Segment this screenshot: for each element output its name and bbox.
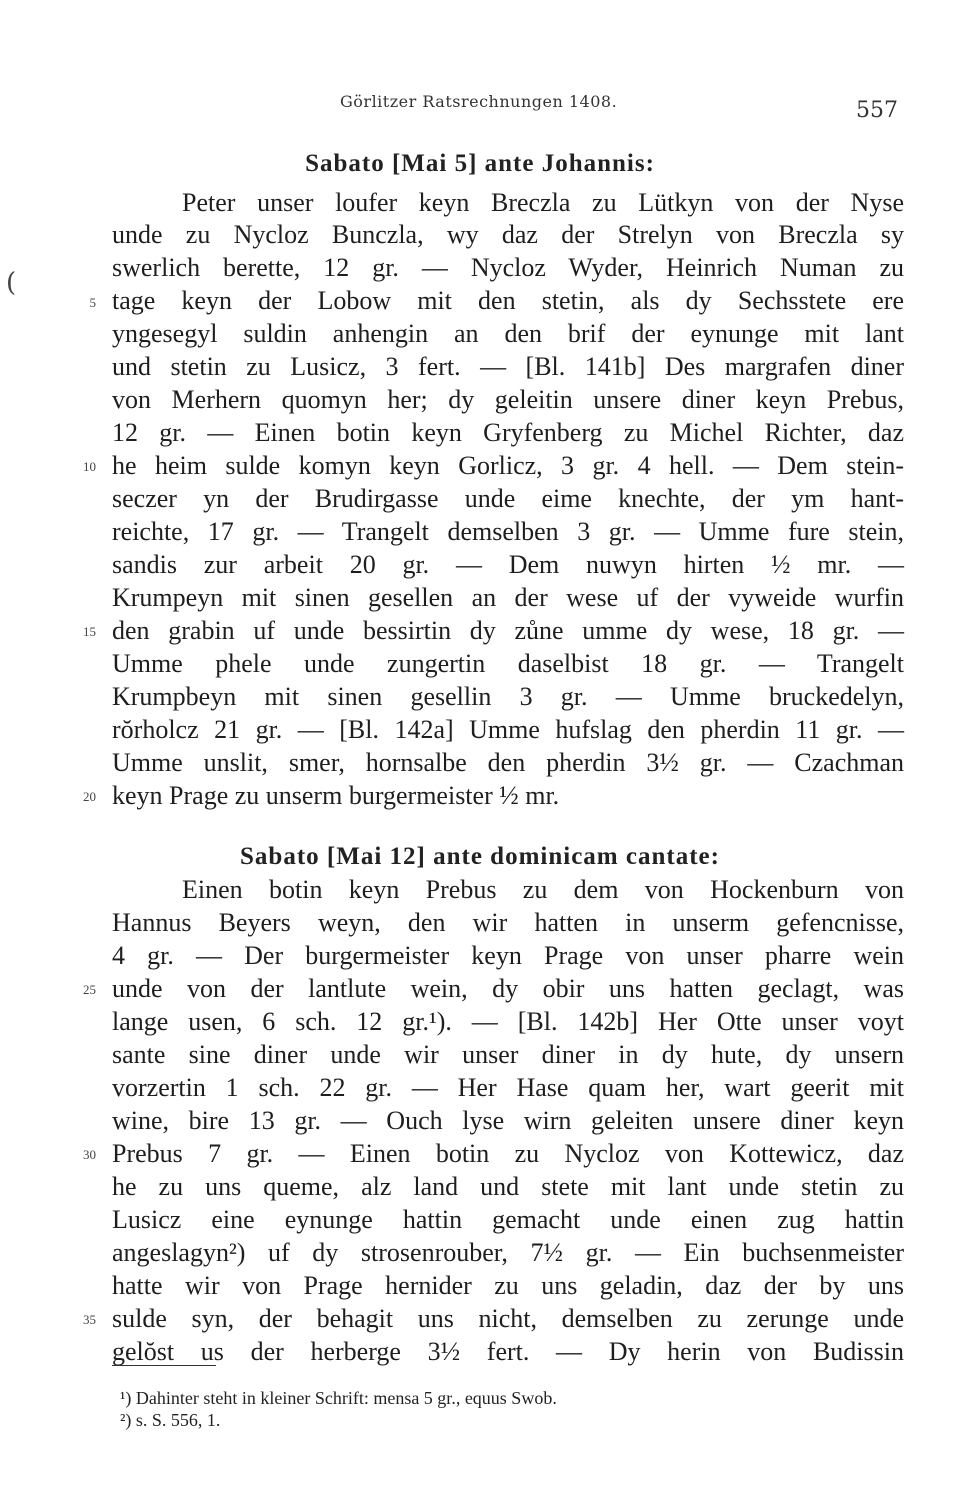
text-line: wine, bire 13 gr. — Ouch lyse wirn geleiten unsere diner keyn <box>112 1106 904 1135</box>
text-line: angeslagyn²) uf dy strosenrouber, 7½ gr. — Ein buchsenmeister <box>112 1238 904 1267</box>
text-line: keyn Prage zu unserm burgermeister ½ mr. <box>112 781 560 810</box>
footnote: ¹) Dahinter steht in kleiner Schrift: mensa 5 gr., equus Swob. <box>120 1388 557 1408</box>
line-number: 10 <box>83 459 96 474</box>
text-line: sulde syn, der behagit uns nicht, demselben zu zerunge unde <box>112 1304 904 1333</box>
page-number: 557 <box>856 98 898 123</box>
section-heading: Sabato [Mai 12] ante dominicam cantate: <box>240 843 720 870</box>
section-heading: Sabato [Mai 5] ante Johannis: <box>305 150 655 177</box>
footnote: ²) s. S. 556, 1. <box>120 1410 221 1430</box>
text-line: Lusicz eine eynunge hattin gemacht unde einen zug hattin <box>112 1205 904 1234</box>
text-line: unde von der lantlute wein, dy obir uns hatten geclagt, was <box>112 974 904 1003</box>
text-line: he heim sulde komyn keyn Gorlicz, 3 gr. 4 hell. — Dem stein- <box>112 451 904 480</box>
text-line: he zu uns queme, alz land und stete mit lant unde stetin zu <box>112 1172 904 1201</box>
text-line: sante sine diner unde wir unser diner in dy hute, dy unsern <box>112 1040 904 1069</box>
text-line: Umme phele unde zungertin daselbist 18 gr. — Trangelt <box>112 649 904 678</box>
text-line: Hannus Beyers weyn, den wir hatten in unserm gefencnisse, <box>112 908 904 937</box>
text-line: seczer yn der Brudirgasse unde eime knechte, der ym hant- <box>112 484 904 513</box>
text-line: vorzertin 1 sch. 22 gr. — Her Hase quam her, wart geerit mit <box>112 1073 904 1102</box>
line-number: 15 <box>83 624 96 639</box>
text-line: unde zu Nycloz Bunczla, wy daz der Strelyn von Breczla sy <box>112 220 904 249</box>
line-number: 5 <box>89 295 96 310</box>
text-line: reichte, 17 gr. — Trangelt demselben 3 gr. — Umme fure stein, <box>112 517 904 546</box>
text-line: hatte wir von Prage hernider zu uns geladin, daz der by uns <box>112 1271 904 1300</box>
text-line: sandis zur arbeit 20 gr. — Dem nuwyn hirten ½ mr. — <box>112 550 904 579</box>
footnote-rule <box>112 1365 216 1366</box>
text-line: Krumpbeyn mit sinen gesellin 3 gr. — Umme bruckedelyn, <box>112 682 904 711</box>
text-line: Einen botin keyn Prebus zu dem von Hockenburn von <box>182 875 904 904</box>
text-line: gelŏst us der herberge 3½ fert. — Dy herin von Budissin <box>112 1337 904 1366</box>
text-line: Peter unser loufer keyn Breczla zu Lütkyn von der Nyse <box>182 188 904 217</box>
text-line: Krumpeyn mit sinen gesellen an der wese uf der vyweide wurfin <box>112 583 904 612</box>
text-line: 4 gr. — Der burgermeister keyn Prage von unser pharre wein <box>112 941 904 970</box>
text-line: und stetin zu Lusicz, 3 fert. — [Bl. 141b] Des margrafen diner <box>112 352 904 381</box>
text-line: Prebus 7 gr. — Einen botin zu Nycloz von Kottewicz, daz <box>112 1139 904 1168</box>
text-line: tage keyn der Lobow mit den stetin, als dy Sechsstete ere <box>112 286 904 315</box>
text-line: yngesegyl suldin anhengin an den brif der eynunge mit lant <box>112 319 904 348</box>
line-number: 25 <box>83 982 96 997</box>
line-number: 35 <box>83 1312 96 1327</box>
text-line: von Merhern quomyn her; dy geleitin unsere diner keyn Prebus, <box>112 385 904 414</box>
running-title: Görlitzer Ratsrechnungen 1408. <box>340 92 618 111</box>
line-number: 30 <box>83 1147 96 1162</box>
text-line: den grabin uf unde bessirtin dy zůne umme dy wese, 18 gr. — <box>112 616 904 645</box>
text-line: lange usen, 6 sch. 12 gr.¹). — [Bl. 142b] Her Otte unser voyt <box>112 1007 904 1036</box>
margin-mark: ( <box>6 268 17 298</box>
line-number: 20 <box>83 789 96 804</box>
text-line: 12 gr. — Einen botin keyn Gryfenberg zu Michel Richter, daz <box>112 418 904 447</box>
text-line: swerlich berette, 12 gr. — Nycloz Wyder, Heinrich Numan zu <box>112 253 904 282</box>
text-line: rŏrholcz 21 gr. — [Bl. 142a] Umme hufslag den pherdin 11 gr. — <box>112 715 904 744</box>
text-line: Umme unslit, smer, hornsalbe den pherdin 3½ gr. — Czachman <box>112 748 904 777</box>
